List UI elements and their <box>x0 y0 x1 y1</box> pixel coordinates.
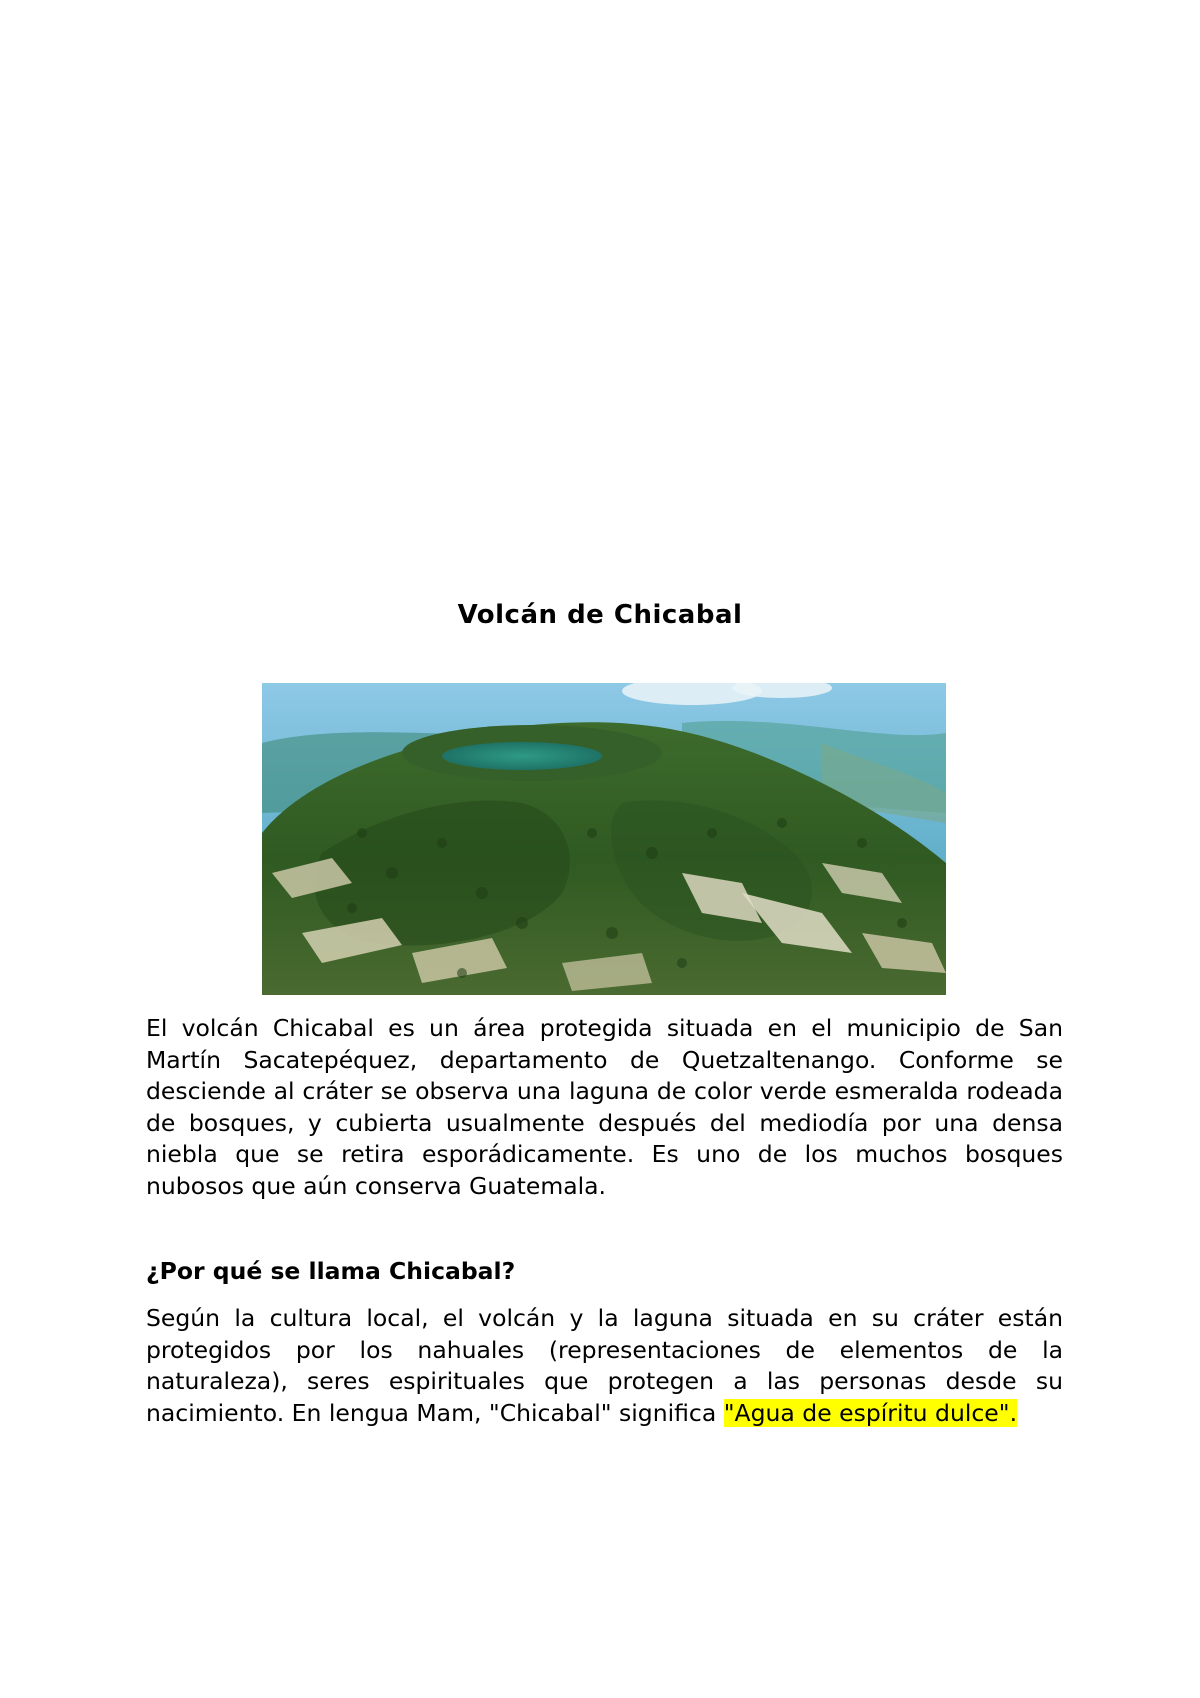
section-heading: ¿Por qué se llama Chicabal? <box>146 1257 516 1285</box>
highlighted-meaning: "Agua de espíritu dulce". <box>723 1398 1018 1427</box>
volcano-photo <box>262 683 946 995</box>
intro-paragraph: El volcán Chicabal es un área protegida situada en el municipio de San Martín Sacatepéquez, departamento de Quetzaltenango. Conforme se desciende al cráter se observa una laguna de color verde esmeralda rodeada de bosques, y cubierta usualmente después del mediodía por una densa niebla que se retira esporádicamente. Es uno de los muchos bosques nubosos que aún conserva Guatemala. <box>146 1014 1063 1200</box>
page-title: Volcán de Chicabal <box>457 600 743 630</box>
meaning-paragraph-text: Según la cultura local, el volcán y la laguna situada en su cráter están protegidos por los nahuales (representaciones de elementos de la naturaleza), seres espirituales que protegen a las personas desde su nacimiento. En lengua Mam, "Chicabal" significa <box>146 1304 1063 1427</box>
meaning-paragraph <box>146 1303 1063 1429</box>
